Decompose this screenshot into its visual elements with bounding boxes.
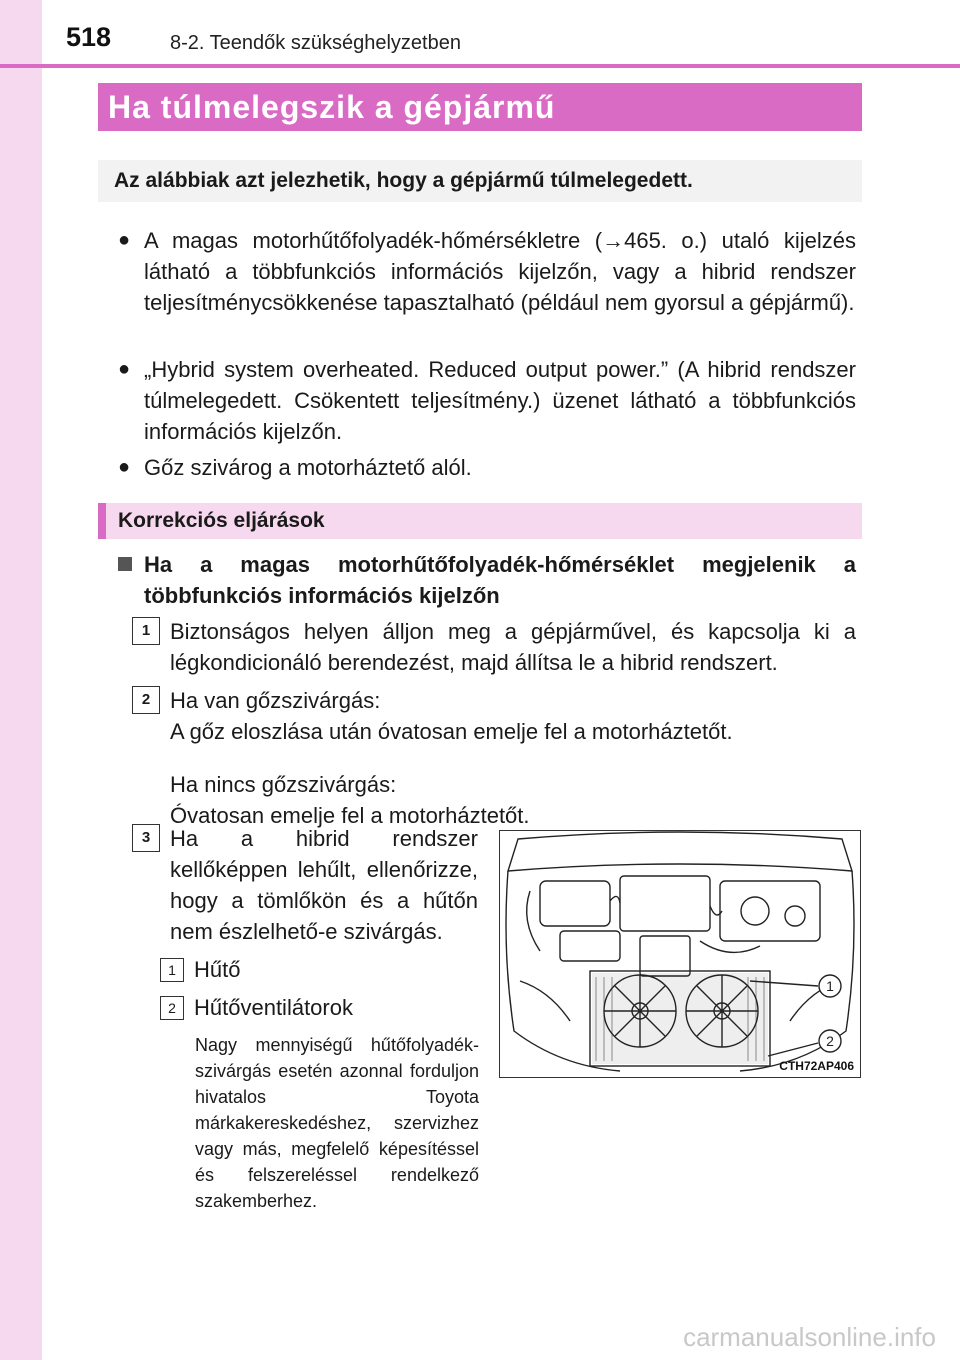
legend-label: Hűtőventilátorok: [194, 995, 353, 1020]
bullet-item: [118, 452, 856, 483]
step-text: [170, 685, 856, 831]
legend-label: Hűtő: [194, 957, 241, 982]
bullet-text: Gőz szivárog a motorháztető alól.: [144, 455, 472, 480]
legend-number: 1: [160, 958, 184, 982]
step-line: Óvatosan emelje fel a motorháztetőt.: [170, 803, 530, 828]
header-rule: [0, 64, 960, 68]
section-heading: Korrekciós eljárások: [98, 503, 862, 539]
step-number-badge: 3: [132, 824, 160, 852]
bullet-dot-icon: ●: [118, 456, 131, 478]
figure-code: CTH72AP406: [779, 1059, 854, 1073]
section-path: 8-2. Teendők szükséghelyzetben: [170, 32, 461, 54]
page-number: 518: [66, 22, 112, 52]
step-number-badge: 2: [132, 686, 160, 714]
bullet-text: A magas motorhűtőfolyadék-hőmérsékletre (→465. o.) utaló kijelzés látható a többfunkciós információs kijelzőn, vagy a hibrid rendszer teljesítménycsökkenése tapasztalható (például nem gyorsul a gépjármű).: [144, 228, 856, 315]
left-color-band: [0, 0, 42, 1360]
page-title: Ha túlmelegszik a gépjármű: [98, 83, 862, 131]
bullet-item: [118, 225, 856, 318]
legend-item: [160, 954, 240, 985]
legend-item: [160, 992, 353, 1023]
step-line: Ha van gőzszivárgás:: [170, 688, 381, 713]
engine-bay-figure: [499, 830, 861, 1078]
step-line: Ha nincs gőzszivárgás:: [170, 772, 397, 797]
step-number-badge: 1: [132, 617, 160, 645]
watermark: carmanualsonline.info: [683, 1322, 936, 1352]
case-heading-text: Ha a magas motorhűtőfolyadék-hőmérséklet megjelenik a többfunkciós információs kijelzőn: [144, 552, 856, 608]
bullet-item: [118, 354, 856, 447]
callout-label: 1: [826, 978, 834, 994]
square-bullet-icon: [118, 557, 132, 571]
step-text: Biztonságos helyen álljon meg a gépjárművel, és kapcsolja ki a légkondicionáló berendezést, majd állítsa le a hibrid rendszert.: [170, 619, 856, 675]
note-text: Nagy mennyiségű hűtőfolyadék-szivárgás esetén azonnal forduljon hivatalos Toyota márkakereskedéshez, szervizhez vagy más, megfelelő képesítéssel és felszereléssel rendelkező szakemberhez.: [195, 1035, 479, 1211]
legend-number: 2: [160, 996, 184, 1020]
engine-bay-illustration: [500, 831, 860, 1077]
case-heading: [118, 549, 856, 611]
step-line: A gőz eloszlása után óvatosan emelje fel a motorháztetőt.: [170, 719, 733, 744]
callout-label: 2: [826, 1033, 834, 1049]
step-text: Ha a hibrid rendszer kellőképpen lehűlt, ellenőrizze, hogy a tömlőkön és a hűtőn nem észlelhető-e szivárgás.: [170, 826, 478, 944]
bullet-dot-icon: ●: [118, 358, 131, 380]
bullet-dot-icon: ●: [118, 229, 131, 251]
bullet-text: „Hybrid system overheated. Reduced output power.” (A hibrid rendszer túlmelegedett. Csökentett teljesítmény.) üzenet látható a többfunkciós információs kijelzőn.: [144, 357, 856, 444]
intro-box: Az alábbiak azt jelezhetik, hogy a gépjármű túlmelegedett.: [98, 160, 862, 202]
